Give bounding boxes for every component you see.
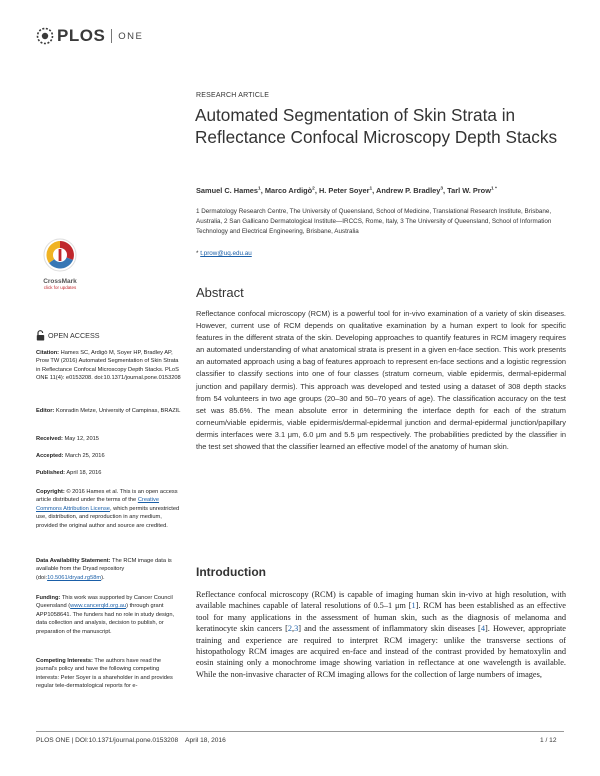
citation-ref[interactable]: 2	[287, 624, 292, 634]
license-link[interactable]: Creative Commons Attribution License	[36, 497, 159, 512]
intro-text-part: ]. RCM has been established as an effective tool for many applications in the assessment of human skin, such as the diagnosis of melanoma and keratinocyte skin cancers [	[196, 601, 566, 634]
author-separator: ,	[372, 186, 376, 195]
article-type: RESEARCH ARTICLE	[196, 92, 270, 99]
author-name[interactable]: Tarl W. Prow	[447, 186, 491, 195]
introduction-heading: Introduction	[196, 565, 266, 579]
funding-text: This work was supported by Cancer Council Queensland (	[36, 595, 173, 610]
data-availability-end: ).	[101, 574, 105, 581]
introduction-text: Reflectance confocal microscopy (RCM) is capable of imaging human skin in-vivo at high resolution, with available machines capable of lateral resolutions of 0.5–1 μm [1]. RCM has been established as an effective tool for many applications in the assessment of human skin, such as the diagnosis of melanoma and keratinocyte skin cancers [2,3] and the assessment of inflammatory skin diseases [4]. However, appropriate training and experience are required to interpret RCM imagery: unlike the transverse sections of histopathology RCM images are acquired en-face and instead of the contrast provided by hematoxylin and eosin staining only a monochrome image showing variation in reflectance at one wavelength is available. While the non-invasive character of RCM imaging allows for the collection of large numbers of images,	[196, 590, 566, 679]
citation-text: Hames SC, Ardigò M, Soyer HP, Bradley AP, Prow TW (2016) Automated Segmentation of Skin Strata in Reflectance Confocal Microscopy Depth Stacks. PLoS ONE 11(4): e0153208. doi:10.1371/journal.pone.0153208	[36, 350, 181, 382]
open-access-badge	[36, 330, 100, 341]
open-lock-icon	[36, 330, 45, 341]
plos-dot-icon	[36, 27, 54, 45]
copyright-block	[36, 488, 181, 530]
received-label: Received:	[36, 436, 63, 442]
author-name[interactable]: Marco Ardigò	[264, 186, 313, 195]
crossmark-icon	[43, 238, 77, 272]
citation-ref[interactable]: 4	[480, 624, 485, 634]
abstract-heading: Abstract	[196, 285, 244, 300]
citation-label: Citation:	[36, 350, 60, 356]
editor-text: Konradin Metze, University of Campinas, BRAZIL	[55, 408, 181, 414]
citation-ref[interactable]: 1	[411, 601, 416, 611]
published-date: April 18, 2016	[66, 470, 102, 476]
author-affil-sup: 1 *	[490, 186, 497, 192]
footer-citation: PLOS ONE | DOI:10.1371/journal.pone.0153208 April 18, 2016	[36, 737, 226, 744]
logo-divider	[111, 29, 112, 43]
crossmark-label: CrossMark	[43, 278, 77, 285]
abstract-text: Reflectance confocal microscopy (RCM) is a powerful tool for in-vivo examination of a variety of skin diseases. However, current use of RCM depends on qualitative examination by a human expert to look for specific features in the different strata of the skin. Developing approaches to quantify features in RCM imagery requires an automated understanding of what anatomical strata is present in a given en-face section. This work presents an automated approach using a bag of features approach to represent en-face sections and a logistic regression classifier to classify sections into one of four classes (stratum corneum, viable epidermis, dermal-epidermal junction and papillary dermis). This approach was developed and tested using a dataset of 308 depth stacks from 54 volunteers in two age groups (20–30 and 50–70 years of age). The classification accuracy on the test set was 85.6%. The mean absolute error in determining the interface depth for each of the stratum corneum/viable epidermis, viable epidermis/dermal-epidermal junction and dermal-epidermal junction/papillary dermis interfaces were 3.1 μm, 6.0 μm and 5.5 μm respectively. The probabilities predicted by the classifier in the test set showed that the classifier learned an effective model of the anatomy of human skin.	[196, 309, 566, 452]
author-affil-sup: 1	[369, 186, 373, 192]
author-name[interactable]: Samuel C. Hames	[196, 186, 259, 195]
author-affil-sup: 2	[312, 186, 315, 192]
correspondence-email[interactable]: t.prow@uq.edu.au	[200, 250, 252, 257]
competing-interests-block	[36, 657, 181, 691]
author-separator: ,	[314, 186, 319, 195]
accepted-label: Accepted:	[36, 453, 64, 459]
open-access-label: OPEN ACCESS	[48, 331, 100, 340]
citation-block	[36, 349, 181, 383]
accepted-date: March 25, 2016	[65, 453, 105, 459]
article-title: Automated Segmentation of Skin Strata in Reflectance Confocal Microscopy Depth Stacks	[195, 105, 558, 147]
received-date: May 12, 2015	[64, 436, 99, 442]
logo-plos-text: PLOS	[57, 26, 106, 45]
correspondence-mark: *	[196, 250, 199, 257]
funding-text-end: ) through grant APP1058641. The funders had no role in study design, data collection and analysis, decision to publish, or preparation of the manuscript.	[36, 603, 175, 635]
author-list	[196, 186, 566, 195]
author-name[interactable]: Andrew P. Bradley	[376, 186, 441, 195]
competing-interests-text: The authors have read the journal's policy and have the following competing interests: Peter Soyer is a shareholder in and provides regular tele-dermatological reports for e-	[36, 658, 173, 690]
affiliations: 1 Dermatology Research Centre, The University of Queensland, School of Medicine, Translational Research Institute, Brisbane, Australia, 2 San Gallicano Dermatological Institute—IRCCS, Rome, Italy, 3 The University of Queensland, School of Information Technology and Electrical Engineering, Brisbane, Australia	[196, 208, 552, 235]
logo-journal-text: ONE	[118, 30, 144, 42]
copyright-text: © 2016 Hames et al. This is an open access article distributed under the terms of the	[36, 489, 178, 504]
funding-label: Funding:	[36, 595, 61, 601]
funder-link[interactable]: www.cancerqld.org.au	[70, 603, 127, 610]
journal-logo[interactable]	[36, 26, 143, 46]
intro-text-part: ] and the assessment of inflammatory skin diseases [	[298, 624, 481, 634]
author-name[interactable]: H. Peter Soyer	[318, 186, 370, 195]
author-affil-sup: 3	[440, 186, 444, 192]
crossmark-badge[interactable]	[37, 238, 83, 290]
crossmark-sublabel: click for updates	[43, 285, 77, 290]
intro-text-part: Reflectance confocal microscopy (RCM) is capable of imaging human skin in-vivo at high resolution, with available machines capable of lateral resolutions of 0.5–1 μm [	[196, 590, 566, 611]
intro-text-part: ]. However, appropriate training and experience are required to interpret RCM imagery: unlike the transverse sections of histopathology RCM images are acquired en-face and instead of the contrast provided by hematoxylin and eosin staining only a monochrome image showing variation in reflectance at one wavelength is available. While the non-invasive character of RCM imaging allows for the collection of large numbers of images,	[196, 624, 566, 679]
copyright-text-end: , which permits unrestricted use, distribution, and reproduction in any medium, provided the original author and source are credited.	[36, 505, 180, 529]
correspondence	[196, 250, 252, 257]
editor-label: Editor:	[36, 408, 55, 414]
author-separator: ,	[443, 186, 448, 195]
funding-block	[36, 594, 181, 636]
data-availability-text: The RCM image data is available from the Dryad repository (doi:	[36, 558, 172, 581]
citation-ref[interactable]: 3	[294, 624, 299, 634]
published-label: Published:	[36, 470, 66, 476]
author-affil-sup: 1	[258, 186, 261, 192]
received-block	[36, 435, 181, 443]
author-separator: ,	[260, 186, 265, 195]
copyright-label: Copyright:	[36, 489, 65, 495]
published-block	[36, 469, 181, 477]
editor-block	[36, 407, 181, 415]
data-availability-label: Data Availability Statement:	[36, 558, 111, 564]
accepted-block	[36, 452, 181, 460]
data-availability-block	[36, 557, 181, 582]
page-number: 1 / 12	[540, 737, 557, 744]
competing-interests-label: Competing Interests:	[36, 658, 93, 664]
footer-divider	[36, 731, 564, 732]
dryad-doi-link[interactable]: 10.5061/dryad.rg58m	[47, 574, 102, 581]
